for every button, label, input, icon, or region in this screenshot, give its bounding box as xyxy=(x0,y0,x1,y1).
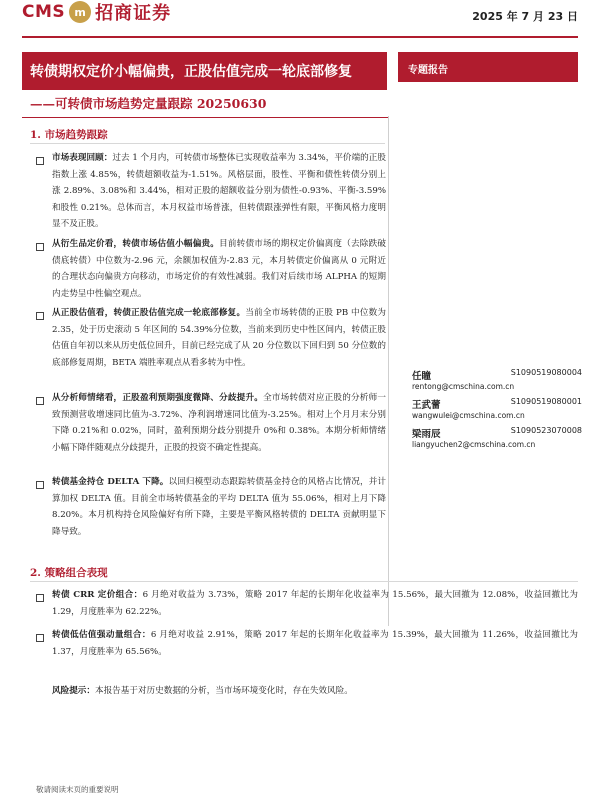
section-underline xyxy=(30,143,385,144)
analyst-list xyxy=(412,368,582,449)
analyst-name: 任瞳 xyxy=(412,371,432,382)
bullet-icon xyxy=(36,594,44,602)
analyst-entry xyxy=(412,426,582,449)
subtitle-underline xyxy=(22,117,388,118)
analyst-email: wangwulei@cmschina.com.cn xyxy=(412,411,525,420)
bullet-icon xyxy=(36,397,44,405)
paragraph-text: 目前转债市场的期权定价偏离度（去除跌破债底转债）中位数为-2.96 元，余额加权值为-2.83 元，本月转债定价偏离从 0 元附近的合理状态向偏贵方向移动，市场定价的有效性减弱。我们对后续市场 ALPHA 的短期内走势呈中性偏空观点。 xyxy=(52,239,386,299)
logo-cms-text: CMS xyxy=(22,2,66,22)
paragraph-stock-valuation xyxy=(52,305,386,371)
header-divider xyxy=(22,36,578,38)
analyst-code: S1090519080001 xyxy=(510,397,582,406)
analyst-entry xyxy=(412,368,582,391)
paragraph-crr-portfolio xyxy=(52,587,578,620)
paragraph-text: 以回归模型动态跟踪转债基金持仓的风格占比情况，并计算加权 DELTA 值。目前全市场转债基金的平均 DELTA 值为 55.06%，相对上月下降 8.20%。本月机构持仓风险偏好有所下降，主要是平衡风格转债的 DELTA 贡献明显下降导致。 xyxy=(52,477,386,537)
bullet-icon xyxy=(36,634,44,642)
footer-note: 敬请阅读末页的重要说明 xyxy=(36,785,119,794)
risk-disclaimer xyxy=(52,683,402,700)
risk-lead: 风险提示： xyxy=(52,686,95,696)
paragraph-lead: 从分析师情绪看，正股盈利预期强度微降、分歧提升。 xyxy=(52,393,264,403)
paragraph-text: 全市场转债对应正股的分析师一致预测营收增速同比值为-3.72%、净利润增速同比值为-3.25%。相对上个月月末分别下降 0.21%和 0.02%，同时，盈利预期分歧分别提升 0%和 0.38%。本期分析师情绪小幅下降伴随观点分歧提升，正股的投资不确定性提高。 xyxy=(52,393,386,453)
paragraph-lead: 从正股估值看，转债正股估值完成一轮底部修复。 xyxy=(52,308,246,318)
paragraph-momentum-portfolio xyxy=(52,627,578,660)
paragraph-text: 过去 1 个月内，可转债市场整体已实现收益率为 3.34%，平价端的正股指数上涨 4.85%，转债超额收益为-1.51%。风格层面，股性、平衡和债性转债分别上涨 2.89%、3.08%和 3.44%，相对正股的超额收益分别为债性-0.93%、平衡-3.59%和股性 0.21%。总体而言，本月权益市场普涨，但转债跟涨弹性有限，平衡风格力度明显不及正股。 xyxy=(52,153,386,229)
section-heading-strategy: 2. 策略组合表现 xyxy=(30,567,108,579)
column-divider xyxy=(388,116,389,626)
paragraph-lead: 从衍生品定价看，转债市场估值小幅偏贵。 xyxy=(52,239,220,249)
bullet-icon xyxy=(36,481,44,489)
analyst-name: 王武蕾 xyxy=(412,400,441,411)
bullet-icon xyxy=(36,157,44,165)
paragraph-market-review xyxy=(52,150,386,233)
paragraph-fund-delta xyxy=(52,474,386,540)
risk-text: 本报告基于对历史数据的分析，当市场环境变化时，存在失效风险。 xyxy=(94,686,353,696)
paragraph-lead: 转债 CRR 定价组合： xyxy=(52,590,143,600)
paragraph-text: 6 月绝对收益 2.91%，策略 2017 年起的长期年化收益率为 15.39%，最大回撤为 11.26%，收益回撤比为 1.37，月度胜率为 65.56%。 xyxy=(52,630,578,657)
report-title: 转债期权定价小幅偏贵，正股估值完成一轮底部修复 xyxy=(30,64,352,80)
bullet-icon xyxy=(36,312,44,320)
paragraph-analyst-sentiment xyxy=(52,390,386,456)
analyst-email: rentong@cmschina.com.cn xyxy=(412,382,515,391)
paragraph-lead: 市场表现回顾： xyxy=(52,153,113,163)
logo-badge-icon: m xyxy=(69,1,91,23)
analyst-name: 梁雨辰 xyxy=(412,429,441,440)
paragraph-derivative-pricing xyxy=(52,236,386,302)
section-underline xyxy=(30,581,578,582)
report-date: 2025 年 7 月 23 日 xyxy=(472,10,578,23)
analyst-entry xyxy=(412,397,582,420)
company-logo xyxy=(22,0,171,24)
analyst-code: S1090519080004 xyxy=(510,368,582,377)
bullet-icon xyxy=(36,243,44,251)
paragraph-text: 6 月绝对收益为 3.73%，策略 2017 年起的长期年化收益率为 15.56%，最大回撤为 12.08%，收益回撤比为 1.29，月度胜率为 62.22%。 xyxy=(52,590,578,617)
logo-chinese-text: 招商证券 xyxy=(95,3,172,24)
report-type-tag: 专题报告 xyxy=(408,65,448,76)
analyst-email: liangyuchen2@cmschina.com.cn xyxy=(412,440,536,449)
section-heading-market: 1. 市场趋势跟踪 xyxy=(30,129,108,141)
report-subtitle: ——可转债市场趋势定量跟踪 20250630 xyxy=(30,96,267,111)
paragraph-lead: 转债低估值强动量组合： xyxy=(52,630,151,640)
paragraph-lead: 转债基金持仓 DELTA 下降。 xyxy=(52,477,169,487)
paragraph-text: 当前全市场转债的正股 PB 中位数为 2.35，处于历史滚动 5 年区间的 54.39%分位数，当前来到历史中性区间内，转债正股估值自年初以来从历史低位回升，目前已经完成了从 20 分位数以下回归到 50 分位数的底部修复周期，BETA 端胜率观点从看多转为中性。 xyxy=(52,308,386,368)
analyst-code: S1090523070008 xyxy=(510,426,582,435)
